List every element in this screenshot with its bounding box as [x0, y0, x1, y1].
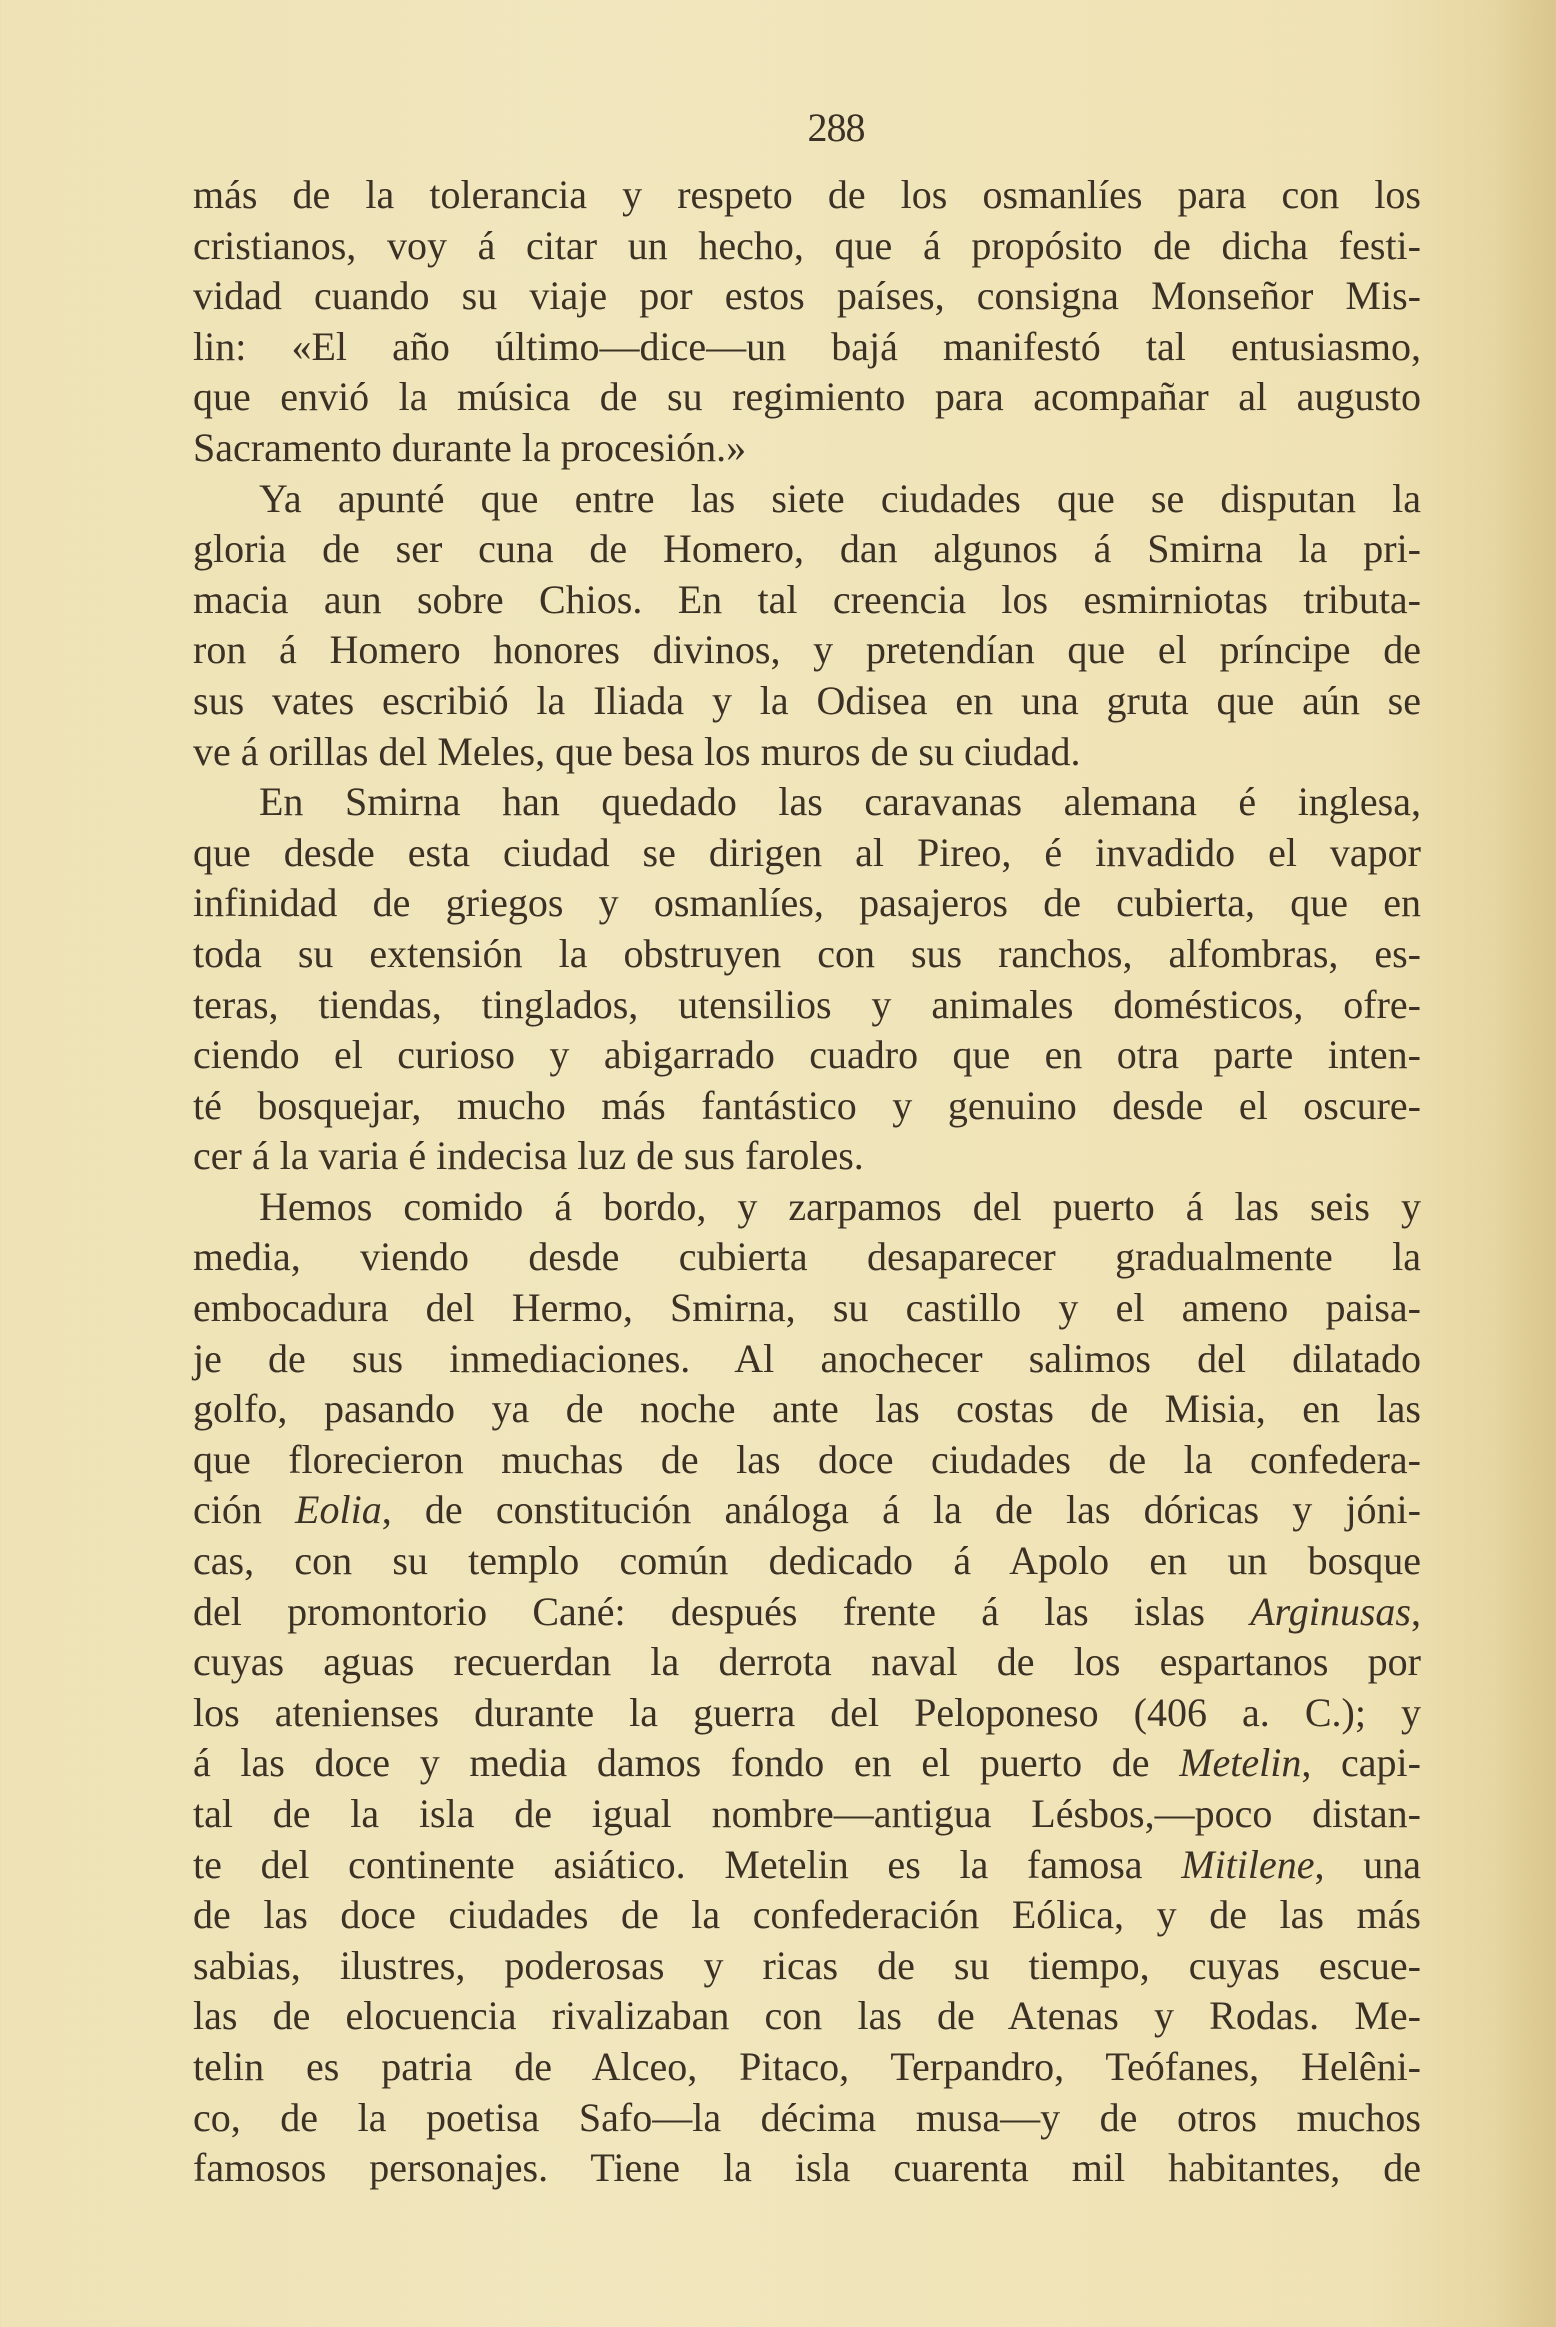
text-line	[193, 372, 1421, 423]
text-line	[193, 1435, 1421, 1486]
text-line	[193, 2143, 1421, 2194]
text-segment: los atenienses durante la guerra del Peloponeso (406 a. C.); y	[193, 1689, 1421, 1735]
text-segment: , de constitución análoga á la de las dóricas y jóni-	[381, 1487, 1421, 1533]
text-segment: En Smirna han quedado las caravanas alemana é inglesa,	[259, 779, 1421, 825]
text-line	[193, 1384, 1421, 1435]
text-segment: je de sus inmediaciones. Al anochecer salimos del dilatado	[193, 1335, 1421, 1381]
text-line	[193, 322, 1421, 373]
text-line	[193, 1587, 1421, 1638]
text-line	[193, 1182, 1421, 1233]
text-segment: embocadura del Hermo, Smirna, su castillo y el ameno paisa-	[193, 1285, 1421, 1331]
text-segment: Sacramento durante la procesión.»	[193, 424, 747, 470]
text-segment: las de elocuencia rivalizaban con las de Atenas y Rodas. Me-	[193, 1993, 1421, 2039]
text-line	[193, 1789, 1421, 1840]
text-segment: co, de la poetisa Safo—la décima musa—y de otros muchos	[193, 2094, 1421, 2140]
text-line	[193, 1688, 1421, 1739]
text-line	[193, 575, 1421, 626]
text-line	[193, 1738, 1421, 1789]
text-line	[193, 625, 1421, 676]
text-line	[193, 423, 1421, 474]
text-segment: sus vates escribió la Iliada y la Odisea en una gruta que aún se	[193, 677, 1421, 723]
text-line	[193, 1030, 1421, 1081]
text-line	[193, 1840, 1421, 1891]
text-line	[193, 727, 1421, 778]
text-segment: cer á la varia é indecisa luz de sus faroles.	[193, 1133, 864, 1179]
text-segment: ron á Homero honores divinos, y pretendían que el príncipe de	[193, 627, 1421, 673]
text-segment: toda su extensión la obstruyen con sus ranchos, alfombras, es-	[193, 930, 1421, 976]
text-line	[193, 1232, 1421, 1283]
text-segment: más de la tolerancia y respeto de los osmanlíes para con los	[193, 172, 1421, 217]
text-segment: ve á orillas del Meles, que besa los muros de su ciudad.	[193, 728, 1081, 774]
text-segment: telin es patria de Alceo, Pitaco, Terpandro, Teófanes, Helêni-	[193, 2043, 1421, 2089]
text-segment: te del continente asiático. Metelin es la famosa	[193, 1841, 1182, 1887]
text-segment: macia aun sobre Chios. En tal creencia los esmirniotas tributa-	[193, 576, 1421, 622]
text-segment: sabias, ilustres, poderosas y ricas de su tiempo, cuyas escue-	[193, 1942, 1421, 1988]
text-segment: , capi-	[1301, 1740, 1421, 1786]
text-segment: que florecieron muchas de las doce ciudades de la confedera-	[193, 1436, 1421, 1482]
text-segment: infinidad de griegos y osmanlíes, pasajeros de cubierta, que en	[193, 880, 1421, 926]
text-line	[193, 828, 1421, 879]
text-segment: Hemos comido á bordo, y zarpamos del puerto á las seis y	[259, 1183, 1421, 1229]
text-line	[193, 221, 1421, 272]
text-segment: ción	[193, 1487, 296, 1533]
italic-text: Arginusas	[1250, 1588, 1411, 1634]
text-line	[193, 271, 1421, 322]
text-segment: cas, con su templo común dedicado á Apolo en un bosque	[193, 1538, 1421, 1584]
text-segment: lin: «El año último—dice—un bajá manifestó tal entusiasmo,	[193, 323, 1421, 369]
text-segment: del promontorio Cané: después frente á las islas	[193, 1588, 1251, 1634]
text-line	[193, 980, 1421, 1031]
text-segment: cuyas aguas recuerdan la derrota naval de los espartanos por	[193, 1639, 1421, 1685]
text-segment: ,	[1411, 1588, 1421, 1634]
text-line	[193, 1334, 1421, 1385]
text-segment: gloria de ser cuna de Homero, dan algunos á Smirna la pri-	[193, 526, 1421, 572]
text-segment: tal de la isla de igual nombre—antigua Lésbos,—poco distan-	[193, 1791, 1421, 1836]
text-segment: teras, tiendas, tinglados, utensilios y animales domésticos, ofre-	[193, 981, 1421, 1027]
text-line	[193, 1283, 1421, 1334]
page-body-text	[193, 170, 1421, 2194]
text-segment: cristianos, voy á citar un hecho, que á propósito de dicha festi-	[193, 222, 1421, 268]
text-line	[193, 1991, 1421, 2042]
text-segment: , una	[1314, 1841, 1421, 1887]
text-line	[193, 1131, 1421, 1182]
text-line	[193, 777, 1421, 828]
text-segment: golfo, pasando ya de noche ante las costas de Misia, en las	[193, 1386, 1421, 1432]
text-line	[193, 676, 1421, 727]
text-segment: de las doce ciudades de la confederación Eólica, y de las más	[193, 1892, 1421, 1938]
text-line	[193, 1485, 1421, 1536]
italic-text: Eolia	[295, 1487, 382, 1533]
text-line	[193, 929, 1421, 980]
text-line	[193, 1081, 1421, 1132]
text-line	[193, 1941, 1421, 1992]
text-line	[193, 524, 1421, 575]
italic-text: Metelin	[1179, 1740, 1302, 1786]
text-segment: famosos personajes. Tiene la isla cuarenta mil habitantes, de	[193, 2145, 1421, 2191]
text-line	[193, 1637, 1421, 1688]
text-segment: vidad cuando su viaje por estos países, consigna Monseñor Mis-	[193, 273, 1421, 319]
text-segment: Ya apunté que entre las siete ciudades que se disputan la	[259, 475, 1421, 521]
text-line	[193, 1536, 1421, 1587]
text-segment: media, viendo desde cubierta desaparecer gradualmente la	[193, 1234, 1421, 1280]
text-segment: que envió la música de su regimiento para acompañar al augusto	[193, 374, 1421, 420]
text-line	[193, 170, 1421, 221]
italic-text: Mitilene	[1181, 1841, 1315, 1887]
text-segment: ciendo el curioso y abigarrado cuadro que en otra parte inten-	[193, 1032, 1421, 1078]
page-number: 288	[807, 105, 865, 150]
text-segment: té bosquejar, mucho más fantástico y genuino desde el oscure-	[193, 1082, 1421, 1128]
text-line	[193, 1890, 1421, 1941]
text-segment: á las doce y media damos fondo en el puerto de	[193, 1740, 1180, 1786]
text-line	[193, 2093, 1421, 2144]
text-line	[193, 2042, 1421, 2093]
text-segment: que desde esta ciudad se dirigen al Pireo, é invadido el vapor	[193, 829, 1421, 875]
text-line	[193, 878, 1421, 929]
text-line	[193, 474, 1421, 525]
